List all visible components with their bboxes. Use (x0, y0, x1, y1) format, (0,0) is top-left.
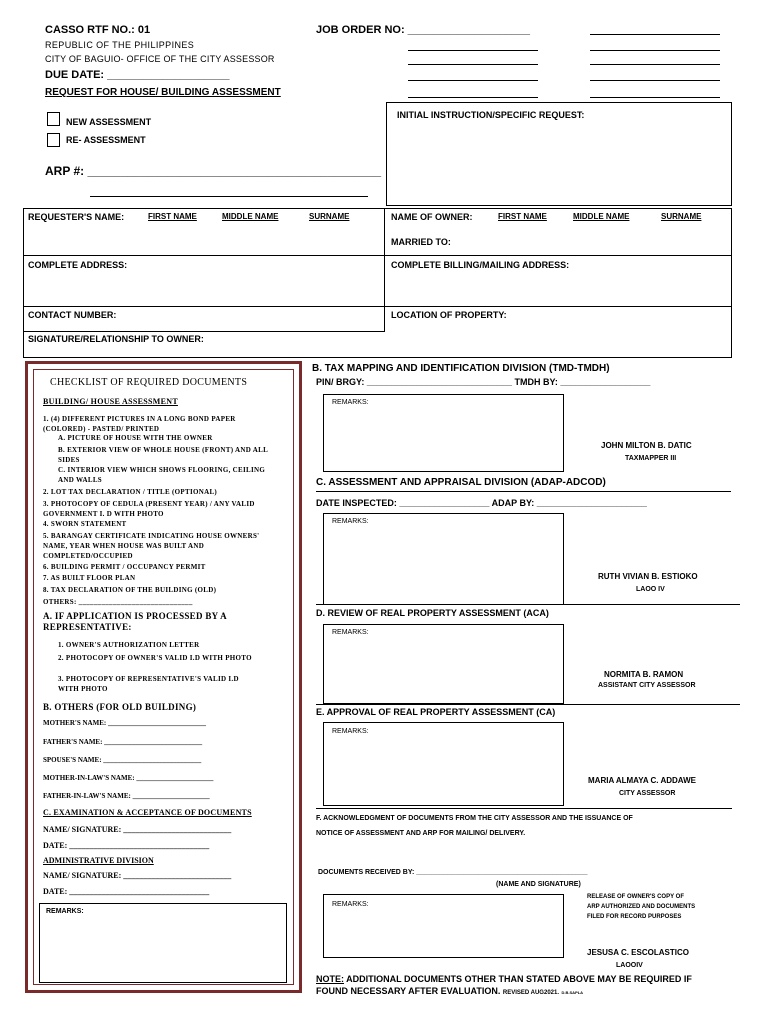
initials-label: D.B.SAPLA (561, 990, 584, 995)
requester-name-label: REQUESTER'S NAME: (28, 212, 125, 222)
checklist-item-1b: B. EXTERIOR VIEW OF WHOLE HOUSE (FRONT) AND ALL SIDES (58, 446, 268, 464)
re-assessment-label: RE- ASSESSMENT (66, 135, 146, 145)
info-row-line-2 (23, 306, 732, 307)
checklist-item-3: 3. PHOTOCOPY OF CEDULA (PRESENT YEAR) / ANY VALID GOVERNMENT I. D WITH PHOTO (43, 500, 255, 518)
new-assessment-checkbox[interactable] (47, 112, 60, 126)
section-c-title: C. ASSESSMENT AND APPRAISAL DIVISION (ADAP-ADCOD) (316, 477, 606, 488)
info-row-line-3 (23, 331, 385, 332)
section-e-remarks-label: REMARKS: (332, 728, 369, 735)
admin-name-signature-field[interactable]: NAME/ SIGNATURE: ___________________________ (43, 871, 232, 880)
checklist-remarks-label: REMARKS: (46, 908, 84, 915)
name-signature-caption: (NAME AND SIGNATURE) (496, 881, 581, 888)
arp-field[interactable]: ARP #: ____________________________________________ (45, 164, 382, 178)
section-d-remarks-label: REMARKS: (332, 629, 369, 636)
complete-address-label: COMPLETE ADDRESS: (28, 260, 128, 270)
release-line-2: ARP AUTHORIZED AND DOCUMENTS (587, 904, 696, 910)
requester-middle-name: MIDDLE NAME (222, 212, 279, 221)
section-e-title: E. APPROVAL OF REAL PROPERTY ASSESSMENT (CA) (316, 707, 556, 717)
section-f-title-line2: NOTICE OF ASSESSMENT AND ARP FOR MAILING/ DELIVERY. (316, 830, 526, 837)
exam-name-signature-field[interactable]: NAME/ SIGNATURE: ___________________________ (43, 825, 232, 834)
job-line-3a (408, 64, 538, 65)
note-label: NOTE: (316, 974, 344, 984)
info-table-divider (384, 208, 385, 332)
checklist-others-field[interactable]: OTHERS: ______________________________ (43, 598, 193, 606)
checklist-item-1c: C. INTERIOR VIEW WHICH SHOWS FLOORING, CEILING AND WALLS (58, 466, 266, 484)
checklist-item-8: 8. TAX DECLARATION OF THE BUILDING (OLD) (43, 586, 217, 594)
billing-address-label: COMPLETE BILLING/MAILING ADDRESS: (391, 260, 570, 270)
section-a-item-2: 2. PHOTOCOPY OF OWNER'S VALID I.D WITH PHOTO (58, 654, 252, 662)
requester-surname: SURNAME (309, 212, 350, 221)
section-c-remarks-box[interactable] (323, 513, 564, 605)
new-assessment-label: NEW ASSESSMENT (66, 117, 152, 127)
documents-received-field[interactable]: DOCUMENTS RECEIVED BY: ____________________________________________ (318, 869, 588, 876)
admin-date-field[interactable]: DATE: ___________________________________ (43, 887, 210, 896)
due-date-field[interactable]: DUE DATE: ____________________ (45, 69, 230, 81)
section-a-heading: A. IF APPLICATION IS PROCESSED BY A REPRESENTATIVE: (43, 611, 227, 632)
job-line-2a (408, 50, 538, 51)
section-d-signatory: NORMITA B. RAMON (604, 670, 684, 679)
city-office-label: CITY OF BAGUIO- OFFICE OF THE CITY ASSESSOR (45, 54, 275, 64)
section-a-item-3: 3. PHOTOCOPY OF REPRESENTATIVE'S VALID I.D WITH PHOTO (58, 675, 239, 693)
job-line-5a (408, 97, 538, 98)
section-d-title: D. REVIEW OF REAL PROPERTY ASSESSMENT (ACA) (316, 608, 549, 618)
instruction-label: INITIAL INSTRUCTION/SPECIFIC REQUEST: (397, 110, 585, 120)
note-text-1: ADDITIONAL DOCUMENTS OTHER THAN STATED ABOVE MAY BE REQUIRED IF (344, 974, 692, 984)
owner-middle-name: MIDDLE NAME (573, 212, 630, 221)
section-b-remarks-label: REMARKS: (332, 399, 369, 406)
section-f-role: LAOOIV (616, 962, 643, 969)
job-line-2b (590, 50, 720, 51)
checklist-item-6: 6. BUILDING PERMIT / OCCUPANCY PERMIT (43, 563, 206, 571)
checklist-remarks-box[interactable] (39, 903, 287, 983)
arp-line-2 (90, 196, 368, 197)
mother-in-law-field[interactable]: MOTHER-IN-LAW'S NAME: ______________________ (43, 774, 214, 782)
section-b-title: B. TAX MAPPING AND IDENTIFICATION DIVISION (TMD-TMDH) (312, 363, 610, 374)
checklist-item-1: 1. (4) DIFFERENT PICTURES IN A LONG BOND PAPER (COLORED) - PASTED/ PRINTED (43, 415, 236, 433)
section-c-bottom-rule (316, 604, 740, 605)
note-line-2 (316, 986, 583, 996)
checklist-item-5: 5. BARANGAY CERTIFICATE INDICATING HOUSE OWNERS' NAME, YEAR WHEN HOUSE WAS BUILT AND COMPLETED/OCCUPIED (43, 532, 260, 560)
section-c-signatory: RUTH VIVIAN B. ESTIOKO (598, 572, 698, 581)
section-f-title: F. ACKNOWLEDGMENT OF DOCUMENTS FROM THE CITY ASSESSOR AND THE ISSUANCE OF (316, 815, 633, 822)
note-line-1 (316, 974, 692, 984)
admin-division-heading: ADMINISTRATIVE DIVISION (43, 856, 154, 865)
release-line-3: FILED FOR RECORD PURPOSES (587, 914, 682, 920)
job-order-field[interactable]: JOB ORDER NO: ____________________ (316, 24, 531, 36)
section-b-signatory: JOHN MILTON B. DATIC (601, 441, 692, 450)
checklist-item-7: 7. AS BUILT FLOOR PLAN (43, 574, 136, 582)
request-title: REQUEST FOR HOUSE/ BUILDING ASSESSMENT (45, 87, 281, 98)
owner-name-label: NAME OF OWNER: (391, 212, 473, 222)
exam-date-field[interactable]: DATE: ___________________________________ (43, 841, 210, 850)
section-c-remarks-label: REMARKS: (332, 518, 369, 525)
father-in-law-field[interactable]: FATHER-IN-LAW'S NAME: ______________________ (43, 792, 210, 800)
section-d-remarks-box[interactable] (323, 624, 564, 704)
re-assessment-checkbox[interactable] (47, 133, 60, 147)
revised-label: REVISED AUG2021. (502, 990, 559, 996)
casso-number: CASSO RTF NO.: 01 (45, 24, 151, 36)
checklist-item-4: 4. SWORN STATEMENT (43, 520, 127, 528)
owner-first-name: FIRST NAME (498, 212, 547, 221)
checklist-item-2: 2. LOT TAX DECLARATION / TITLE (OPTIONAL) (43, 488, 218, 496)
info-row-line-1 (23, 255, 732, 256)
pin-brgy-field[interactable]: PIN/ BRGY: _____________________________ TMDH BY: __________________ (316, 377, 651, 387)
section-e-bottom-rule (316, 808, 732, 809)
checklist-item-1a: A. PICTURE OF HOUSE WITH THE OWNER (58, 434, 213, 442)
section-c-role: LAOO IV (636, 586, 665, 593)
mother-name-field[interactable]: MOTHER'S NAME: ____________________________ (43, 719, 206, 727)
section-e-role: CITY ASSESSOR (619, 790, 676, 797)
checklist-title: CHECKLIST OF REQUIRED DOCUMENTS (50, 377, 248, 388)
note-text-2: FOUND NECESSARY AFTER EVALUATION. (316, 986, 501, 996)
location-label: LOCATION OF PROPERTY: (391, 310, 507, 320)
republic-label: REPUBLIC OF THE PHILIPPINES (45, 40, 195, 50)
section-e-signatory: MARIA ALMAYA C. ADDAWE (588, 776, 697, 785)
date-inspected-field[interactable]: DATE INSPECTED: __________________ ADAP BY: ______________________ (316, 498, 647, 508)
job-order-line (590, 34, 720, 35)
section-d-role: ASSISTANT CITY ASSESSOR (598, 682, 696, 689)
signature-relationship-label: SIGNATURE/RELATIONSHIP TO OWNER: (28, 334, 204, 344)
requester-first-name: FIRST NAME (148, 212, 197, 221)
job-line-5b (590, 97, 720, 98)
contact-number-label: CONTACT NUMBER: (28, 310, 117, 320)
section-d-bottom-rule (316, 704, 740, 705)
section-f-remarks-label: REMARKS: (332, 901, 369, 908)
spouse-name-field[interactable]: SPOUSE'S NAME: ____________________________ (43, 756, 202, 764)
section-b-heading: B. OTHERS (FOR OLD BUILDING) (43, 702, 197, 712)
owner-surname: SURNAME (661, 212, 702, 221)
section-a-item-1: 1. OWNER'S AUTHORIZATION LETTER (58, 641, 200, 649)
section-b-role: TAXMAPPER III (625, 455, 677, 462)
married-to-label: MARRIED TO: (391, 237, 451, 247)
section-f-signatory: JESUSA C. ESCOLASTICO (587, 948, 689, 957)
release-line-1: RELEASE OF OWNER'S COPY OF (587, 894, 684, 900)
section-c-rule (316, 491, 731, 492)
building-house-heading: BUILDING/ HOUSE ASSESSMENT (43, 397, 178, 406)
job-line-4a (408, 80, 538, 81)
father-name-field[interactable]: FATHER'S NAME: ____________________________ (43, 738, 203, 746)
job-line-3b (590, 64, 720, 65)
section-c-heading: C. EXAMINATION & ACCEPTANCE OF DOCUMENTS (43, 808, 252, 817)
job-line-4b (590, 80, 720, 81)
